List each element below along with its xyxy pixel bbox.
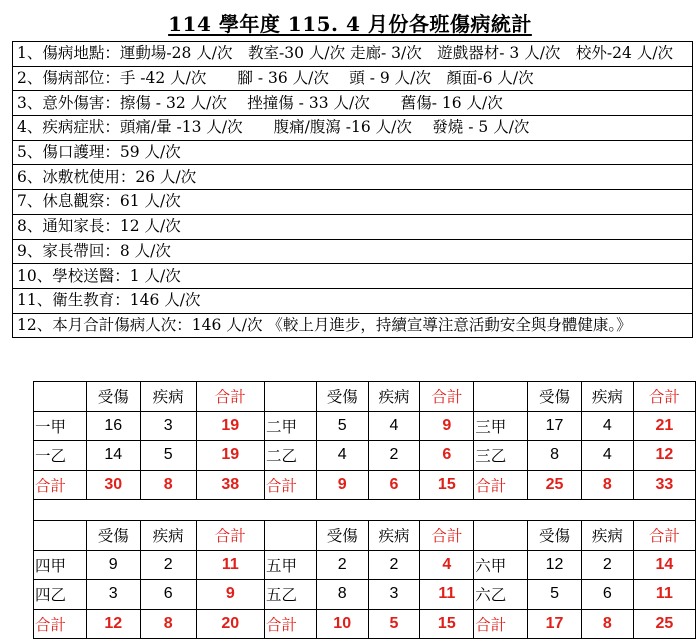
sum-injury: 30 — [86, 470, 140, 500]
header-total: 合計 — [420, 521, 474, 551]
header-total: 合計 — [196, 382, 264, 412]
sum-injury: 25 — [528, 470, 582, 500]
header-illness: 疾病 — [140, 382, 196, 412]
note-row — [13, 264, 693, 289]
note-text: 4、疾病症狀：頭痛/暈 -13 人/次 腹痛/腹瀉 -16 人/次 發燒 - 5 人/次 — [13, 116, 693, 141]
class-name: 一甲 — [34, 411, 87, 441]
illness-count: 4 — [581, 411, 633, 441]
note-row — [13, 190, 693, 215]
note-row — [13, 239, 693, 264]
injury-count: 14 — [86, 441, 140, 471]
header-illness: 疾病 — [368, 382, 420, 412]
note-text: 5、傷口護理：59 人/次 — [13, 140, 693, 165]
class-total: 12 — [633, 441, 695, 471]
illness-count: 4 — [581, 441, 633, 471]
class-total: 21 — [633, 411, 695, 441]
header-blank-cell — [474, 382, 528, 412]
injury-count: 3 — [86, 580, 140, 610]
class-total: 19 — [196, 441, 264, 471]
block-separator — [34, 500, 696, 521]
class-stats-table-wrapper — [33, 381, 696, 639]
header-blank-cell — [265, 382, 317, 412]
header-injury: 受傷 — [86, 382, 140, 412]
injury-count: 5 — [528, 580, 582, 610]
sum-illness: 8 — [581, 470, 633, 500]
class-row — [34, 580, 696, 610]
header-injury: 受傷 — [86, 521, 140, 551]
header-total: 合計 — [633, 521, 695, 551]
header-injury: 受傷 — [528, 382, 582, 412]
sum-injury: 17 — [528, 609, 582, 639]
illness-count: 2 — [581, 550, 633, 580]
stats-header-row — [34, 382, 696, 412]
header-illness: 疾病 — [140, 521, 196, 551]
sum-illness: 6 — [368, 470, 420, 500]
header-blank-cell — [34, 521, 87, 551]
illness-count: 3 — [368, 580, 420, 610]
injury-count: 8 — [316, 580, 368, 610]
class-total: 4 — [420, 550, 474, 580]
sum-label: 合計 — [474, 470, 528, 500]
class-total: 9 — [420, 411, 474, 441]
note-text: 10、學校送醫：1 人/次 — [13, 264, 693, 289]
class-row — [34, 550, 696, 580]
note-row — [13, 116, 693, 141]
note-row — [13, 313, 693, 338]
sum-illness: 8 — [140, 470, 196, 500]
sum-injury: 10 — [316, 609, 368, 639]
header-illness: 疾病 — [368, 521, 420, 551]
sum-total: 25 — [633, 609, 695, 639]
note-text: 12、本月合計傷病人次：146 人/次 《較上月進步，持續宣導注意活動安全與身體健康。》 — [13, 313, 693, 338]
sum-total: 33 — [633, 470, 695, 500]
sum-row — [34, 609, 696, 639]
sum-label: 合計 — [265, 470, 317, 500]
illness-count: 3 — [140, 411, 196, 441]
header-total: 合計 — [420, 382, 474, 412]
class-name: 二乙 — [265, 441, 317, 471]
sum-illness: 8 — [140, 609, 196, 639]
note-row — [13, 288, 693, 313]
header-illness: 疾病 — [581, 521, 633, 551]
note-text: 1、傷病地點：運動場-28 人/次 教室-30 人/次 走廊- 3/次 遊戲器材- 3 人/次 校外-24 人/次 — [13, 42, 693, 67]
class-name: 六甲 — [474, 550, 528, 580]
class-name: 五乙 — [265, 580, 317, 610]
class-total: 6 — [420, 441, 474, 471]
injury-count: 17 — [528, 411, 582, 441]
header-total: 合計 — [633, 382, 695, 412]
class-name: 三乙 — [474, 441, 528, 471]
stats-header-row — [34, 521, 696, 551]
note-text: 11、衛生教育：146 人/次 — [13, 288, 693, 313]
class-row — [34, 441, 696, 471]
header-injury: 受傷 — [528, 521, 582, 551]
class-stats-table — [33, 381, 696, 639]
note-row — [13, 91, 693, 116]
note-text: 2、傷病部位：手 -42 人/次 腳 - 36 人/次 頭 - 9 人/次 顏面-6 人/次 — [13, 66, 693, 91]
illness-count: 6 — [140, 580, 196, 610]
note-row — [13, 214, 693, 239]
note-row — [13, 165, 693, 190]
note-text: 7、休息觀察：61 人/次 — [13, 190, 693, 215]
class-name: 二甲 — [265, 411, 317, 441]
class-total: 11 — [633, 580, 695, 610]
class-name: 五甲 — [265, 550, 317, 580]
sum-row — [34, 470, 696, 500]
sum-total: 20 — [196, 609, 264, 639]
sum-label: 合計 — [34, 609, 87, 639]
illness-count: 2 — [368, 550, 420, 580]
note-text: 6、冰敷枕使用：26 人/次 — [13, 165, 693, 190]
class-name: 四甲 — [34, 550, 87, 580]
header-blank-cell — [34, 382, 87, 412]
class-row — [34, 411, 696, 441]
illness-count: 5 — [140, 441, 196, 471]
class-total: 14 — [633, 550, 695, 580]
class-total: 9 — [196, 580, 264, 610]
sum-label: 合計 — [265, 609, 317, 639]
class-name: 三甲 — [474, 411, 528, 441]
illness-count: 6 — [581, 580, 633, 610]
block-separator-row — [34, 500, 696, 521]
illness-count: 4 — [368, 411, 420, 441]
injury-count: 9 — [86, 550, 140, 580]
sum-label: 合計 — [474, 609, 528, 639]
class-name: 四乙 — [34, 580, 87, 610]
class-name: 一乙 — [34, 441, 87, 471]
class-total: 11 — [420, 580, 474, 610]
illness-count: 2 — [140, 550, 196, 580]
sum-label: 合計 — [34, 470, 87, 500]
sum-total: 15 — [420, 609, 474, 639]
sum-illness: 8 — [581, 609, 633, 639]
class-total: 11 — [196, 550, 264, 580]
notes-table — [12, 41, 693, 338]
illness-count: 2 — [368, 441, 420, 471]
header-injury: 受傷 — [316, 521, 368, 551]
note-text: 8、通知家長：12 人/次 — [13, 214, 693, 239]
sum-injury: 12 — [86, 609, 140, 639]
header-illness: 疾病 — [581, 382, 633, 412]
header-blank-cell — [265, 521, 317, 551]
class-name: 六乙 — [474, 580, 528, 610]
header-injury: 受傷 — [316, 382, 368, 412]
injury-count: 8 — [528, 441, 582, 471]
injury-count: 12 — [528, 550, 582, 580]
injury-count: 5 — [316, 411, 368, 441]
header-total: 合計 — [196, 521, 264, 551]
sum-total: 38 — [196, 470, 264, 500]
sum-illness: 5 — [368, 609, 420, 639]
class-total: 19 — [196, 411, 264, 441]
note-text: 3、意外傷害：擦傷 - 32 人/次 挫撞傷 - 33 人/次 舊傷- 16 人/次 — [13, 91, 693, 116]
injury-count: 2 — [316, 550, 368, 580]
header-blank-cell — [474, 521, 528, 551]
note-text: 9、家長帶回：8 人/次 — [13, 239, 693, 264]
injury-count: 4 — [316, 441, 368, 471]
page-title: 114 學年度 115. 4 月份各班傷病統計 — [168, 12, 532, 36]
injury-count: 16 — [86, 411, 140, 441]
sum-injury: 9 — [316, 470, 368, 500]
sum-total: 15 — [420, 470, 474, 500]
note-row — [13, 66, 693, 91]
note-row — [13, 42, 693, 67]
note-row — [13, 140, 693, 165]
